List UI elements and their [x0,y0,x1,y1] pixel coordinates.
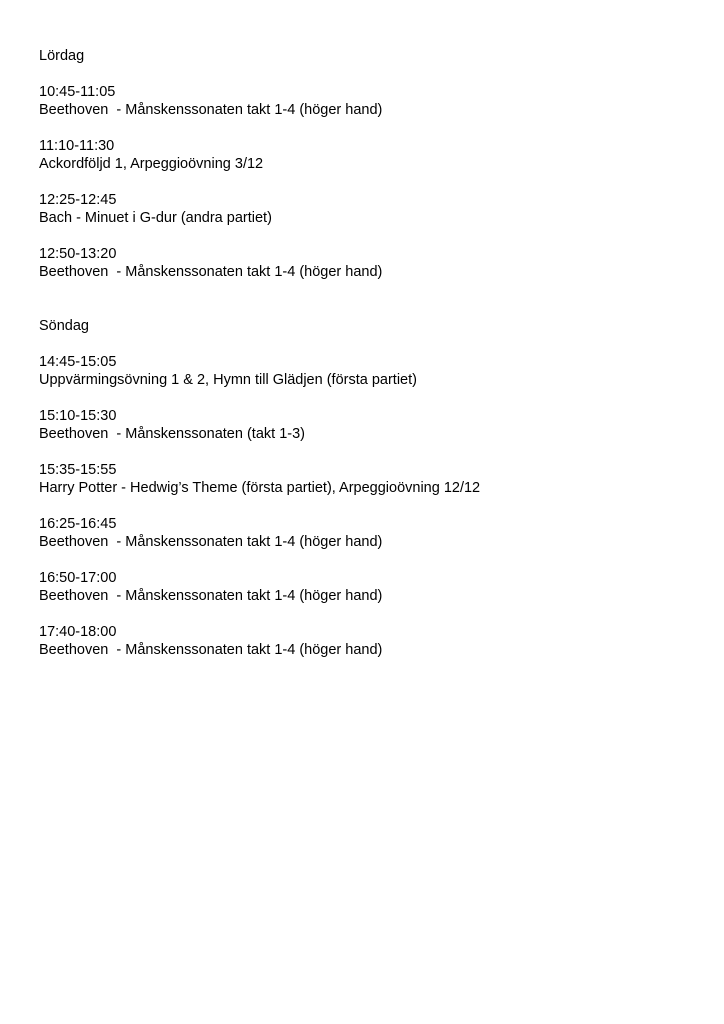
entry-time: 12:50-13:20 [39,246,117,262]
entry-time: 11:10-11:30 [39,138,115,154]
day-heading: Lördag [39,48,85,64]
entry-activity: Uppvärmingsövning 1 & 2, Hymn till Glädjen (första partiet) [39,372,417,388]
entry-time: 15:10-15:30 [39,408,117,424]
schedule-entry [39,623,699,659]
schedule-entry [39,137,699,173]
entry-activity: Beethoven - Månskenssonaten takt 1-4 (höger hand) [39,534,383,550]
entry-activity: Beethoven - Månskenssonaten takt 1-4 (höger hand) [39,588,383,604]
entry-activity: Beethoven - Månskenssonaten takt 1-4 (höger hand) [39,264,383,280]
schedule-entry [39,569,699,605]
entry-time: 12:25-12:45 [39,192,117,208]
day-section-sondag [39,317,699,659]
entry-activity: Bach - Minuet i G-dur (andra partiet) [39,210,272,226]
entry-time: 14:45-15:05 [39,354,117,370]
schedule-entry [39,515,699,551]
entry-activity: Ackordföljd 1, Arpeggioövning 3/12 [39,156,264,172]
schedule-entry [39,245,699,281]
day-section-lordag [39,47,699,281]
schedule-entry [39,191,699,227]
schedule-entry [39,407,699,443]
schedule-entry [39,83,699,119]
schedule-entry [39,353,699,389]
entry-activity: Beethoven - Månskenssonaten takt 1-4 (höger hand) [39,642,383,658]
practice-schedule-document [39,47,699,677]
entry-time: 16:25-16:45 [39,516,117,532]
entry-time: 15:35-15:55 [39,462,117,478]
entry-time: 17:40-18:00 [39,624,117,640]
entry-time: 10:45-11:05 [39,84,116,100]
entry-activity: Harry Potter - Hedwig’s Theme (första partiet), Arpeggioövning 12/12 [39,480,481,496]
day-heading: Söndag [39,318,89,334]
section-spacer [39,299,699,317]
schedule-entry [39,461,699,497]
entry-activity: Beethoven - Månskenssonaten (takt 1-3) [39,426,305,442]
entry-time: 16:50-17:00 [39,570,117,586]
entry-activity: Beethoven - Månskenssonaten takt 1-4 (höger hand) [39,102,383,118]
